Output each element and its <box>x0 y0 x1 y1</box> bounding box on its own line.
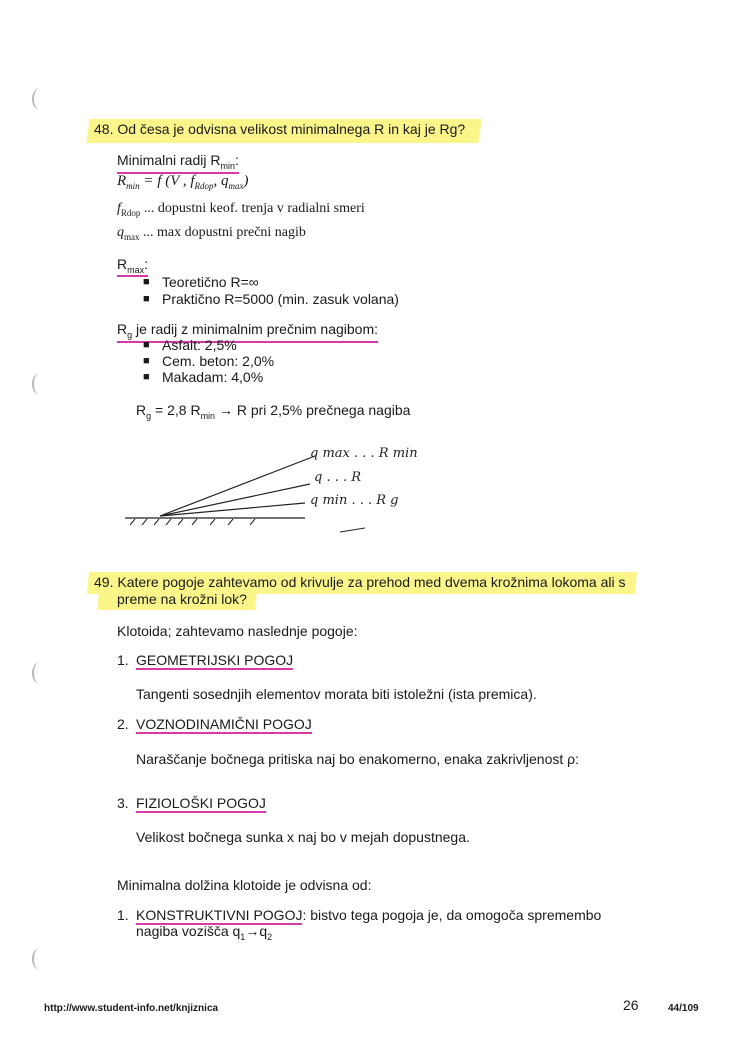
rmin-formula: $R_{min} = f$ (V , $f_{Rdop}$, $q_{max}$) <box>117 173 249 191</box>
bullet: ■ <box>143 339 150 351</box>
page-count: 44/109 <box>668 1003 699 1014</box>
condition-text: Velikost bočnega sunka x naj bo v mejah dopustnega. <box>136 829 470 845</box>
rmin-heading: Minimalni radij $R_{min}$: <box>117 152 239 174</box>
rmax-item: Praktično R=5000 (min. zasuk volana) <box>162 291 399 307</box>
sketch-label-q: q . . . R <box>314 470 362 485</box>
question-49-line1: 49. Katere pogoje zahtevamo od krivulje za prehod med dvema krožnima lokoma ali s <box>94 574 626 590</box>
f-definition: $f_{Rdop}$ ... dopustni keof. trenja v radialni smeri <box>117 201 365 218</box>
condition-text: Tangenti sosednjih elementov morata biti istoležni (ista premica). <box>136 686 537 702</box>
length-item-number: 1. <box>117 907 129 923</box>
sketch-label-qmin: q min . . . R g <box>310 493 399 508</box>
rg-item: Asfalt: 2,5% <box>162 337 237 353</box>
rmax-item: Teoretično R=∞ <box>162 274 259 290</box>
bullet: ■ <box>143 371 150 383</box>
sketch-label-qmax: q max . . . R min <box>310 446 418 461</box>
clothoid-intro: Klotoida; zahtevamo naslednje pogoje: <box>117 623 358 639</box>
punch-hole <box>32 948 48 970</box>
bullet: ■ <box>143 355 150 367</box>
rg-item: Makadam: 4,0% <box>162 369 264 385</box>
rmax-heading: $R_{max}$: <box>117 256 149 275</box>
condition-title: VOZNODINAMIČNI POGOJ <box>136 716 312 732</box>
footer-url: http://www.student-info.net/knjiznica <box>44 1003 219 1014</box>
punch-hole <box>32 373 48 395</box>
punch-hole <box>32 88 48 110</box>
question-48: 48. Od česa je odvisna velikost minimalnega R in kaj je Rg? <box>94 121 466 137</box>
condition-number: 1. <box>117 652 129 668</box>
bullet: ■ <box>143 293 150 305</box>
length-item: KONSTRUKTIVNI POGOJ: bistvo tega pogoja je, da omogoča spremembo <box>136 907 602 923</box>
rg-item: Cem. beton: 2,0% <box>162 353 275 369</box>
page-number: 26 <box>623 997 639 1013</box>
condition-title: FIZIOLOŠKI POGOJ <box>136 795 266 811</box>
condition-title: GEOMETRIJSKI POGOJ <box>136 652 294 668</box>
bullet: ■ <box>143 276 150 288</box>
length-intro: Minimalna dolžina klotoide je odvisna od: <box>117 877 372 893</box>
length-item-line2: nagiba vozišča $q_1\to q_2$ <box>136 923 273 942</box>
condition-number: 2. <box>117 716 129 732</box>
q-definition: $q_{max}$ ... max dopustni prečni nagib <box>117 225 306 242</box>
rg-formula: $R_g = 2,8$ $R_{min} \to R$ pri 2,5% prečnega nagiba <box>136 402 411 421</box>
rg-heading: $R_g$ je radij z minimalnim prečnim nagibom: <box>117 321 378 343</box>
punch-hole <box>32 662 48 684</box>
condition-number: 3. <box>117 795 129 811</box>
question-49-line2: preme na krožni lok? <box>117 591 247 607</box>
condition-text: Naraščanje bočnega pritiska naj bo enakomerno, enaka zakrivljenost ρ: <box>136 751 579 767</box>
